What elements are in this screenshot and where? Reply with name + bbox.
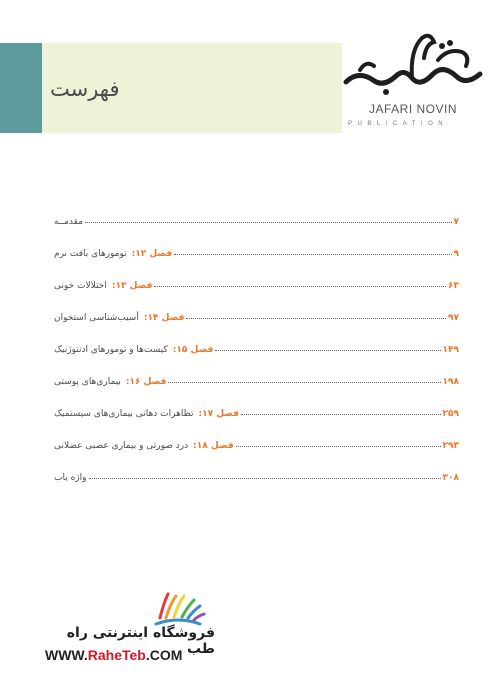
toc-chapter — [110, 281, 153, 291]
toc-page-number: ۳۰۸ — [442, 473, 459, 483]
toc-row[interactable] — [52, 238, 459, 270]
toc-chapter — [142, 313, 185, 323]
toc-row[interactable] — [52, 430, 459, 462]
toc-page-number: ۱۴۹ — [442, 345, 459, 355]
toc-leader-dots — [174, 254, 451, 255]
toc-row[interactable] — [52, 334, 459, 366]
toc-page-number: ۱۹۸ — [442, 377, 459, 387]
store-url[interactable] — [45, 647, 215, 663]
toc-entry — [52, 281, 152, 291]
toc-page-number: ۹۷ — [448, 313, 459, 323]
publisher-logo — [338, 30, 488, 140]
toc-entry — [52, 217, 83, 227]
store-url-suffix: .COM — [145, 647, 183, 663]
toc-title: واژه یاب — [54, 473, 87, 483]
toc-entry — [52, 345, 213, 355]
publisher-subtitle: PUBLICATION — [348, 121, 449, 127]
toc-title: مقدمــه — [54, 217, 84, 227]
toc-row[interactable] — [52, 462, 459, 494]
toc-row[interactable] — [52, 206, 459, 238]
toc-leader-dots — [89, 478, 441, 479]
toc-leader-dots — [215, 350, 440, 351]
toc-chapter — [130, 249, 173, 259]
toc-leader-dots — [186, 318, 446, 319]
toc-entry — [52, 377, 166, 387]
toc-chapter-label: فصل ۱۶: — [125, 377, 167, 387]
toc-page-number: ۲۹۳ — [442, 441, 459, 451]
toc-entry — [52, 313, 184, 323]
table-of-contents — [52, 206, 459, 494]
toc-row[interactable] — [52, 302, 459, 334]
toc-chapter — [171, 345, 214, 355]
toc-page-number: ۶۳ — [448, 281, 459, 291]
toc-chapter-label: فصل ۱۷: — [198, 409, 240, 419]
store-name: فروشگاه اینترنتی راه طب — [66, 625, 215, 657]
toc-chapter-label: فصل ۱۵: — [172, 345, 214, 355]
toc-chapter — [124, 377, 167, 387]
toc-leader-dots — [241, 414, 441, 415]
toc-chapter — [191, 441, 234, 451]
toc-leader-dots — [236, 446, 441, 447]
toc-leader-dots — [85, 222, 451, 223]
toc-row[interactable] — [52, 366, 459, 398]
toc-entry — [52, 441, 234, 451]
toc-chapter-label: فصل ۱۳: — [111, 281, 153, 291]
toc-title: تومورهای بافت نرم — [54, 249, 127, 259]
publisher-name: JAFARI NOVIN — [368, 102, 457, 116]
toc-page-number: ۲۵۹ — [442, 409, 459, 419]
toc-page-number: ۷ — [453, 217, 459, 227]
toc-row[interactable] — [52, 270, 459, 302]
toc-chapter-label: فصل ۱۲: — [131, 249, 173, 259]
toc-title: اختلالات خونی — [54, 281, 107, 291]
toc-page-number: ۹ — [453, 249, 459, 259]
toc-chapter — [196, 409, 239, 419]
toc-title: کیست‌ها و تومورهای ادنتوژنیک — [54, 345, 168, 355]
toc-title: تظاهرات دهانی بیماری‌های سیستمیک — [54, 409, 194, 419]
toc-entry — [52, 249, 172, 259]
store-url-prefix: WWW. — [45, 647, 88, 663]
toc-leader-dots — [168, 382, 440, 383]
header-accent-bar — [0, 43, 42, 133]
toc-leader-dots — [154, 286, 446, 287]
toc-chapter-label: فصل ۱۴: — [143, 313, 185, 323]
toc-entry — [52, 409, 239, 419]
page-title: فهرست — [50, 77, 120, 101]
toc-title: آسیب‌شناسی استخوان — [54, 313, 139, 323]
open-book-icon — [150, 590, 206, 626]
toc-title: بیماری‌های پوستی — [54, 377, 121, 387]
toc-chapter-label: فصل ۱۸: — [193, 441, 234, 451]
calligraphy-logo-icon — [338, 30, 488, 100]
store-url-brand: RaheTeb — [87, 647, 146, 663]
toc-entry — [52, 473, 87, 483]
toc-title: درد صورتی و بیماری عصبی عضلانی — [54, 441, 189, 451]
toc-row[interactable] — [52, 398, 459, 430]
